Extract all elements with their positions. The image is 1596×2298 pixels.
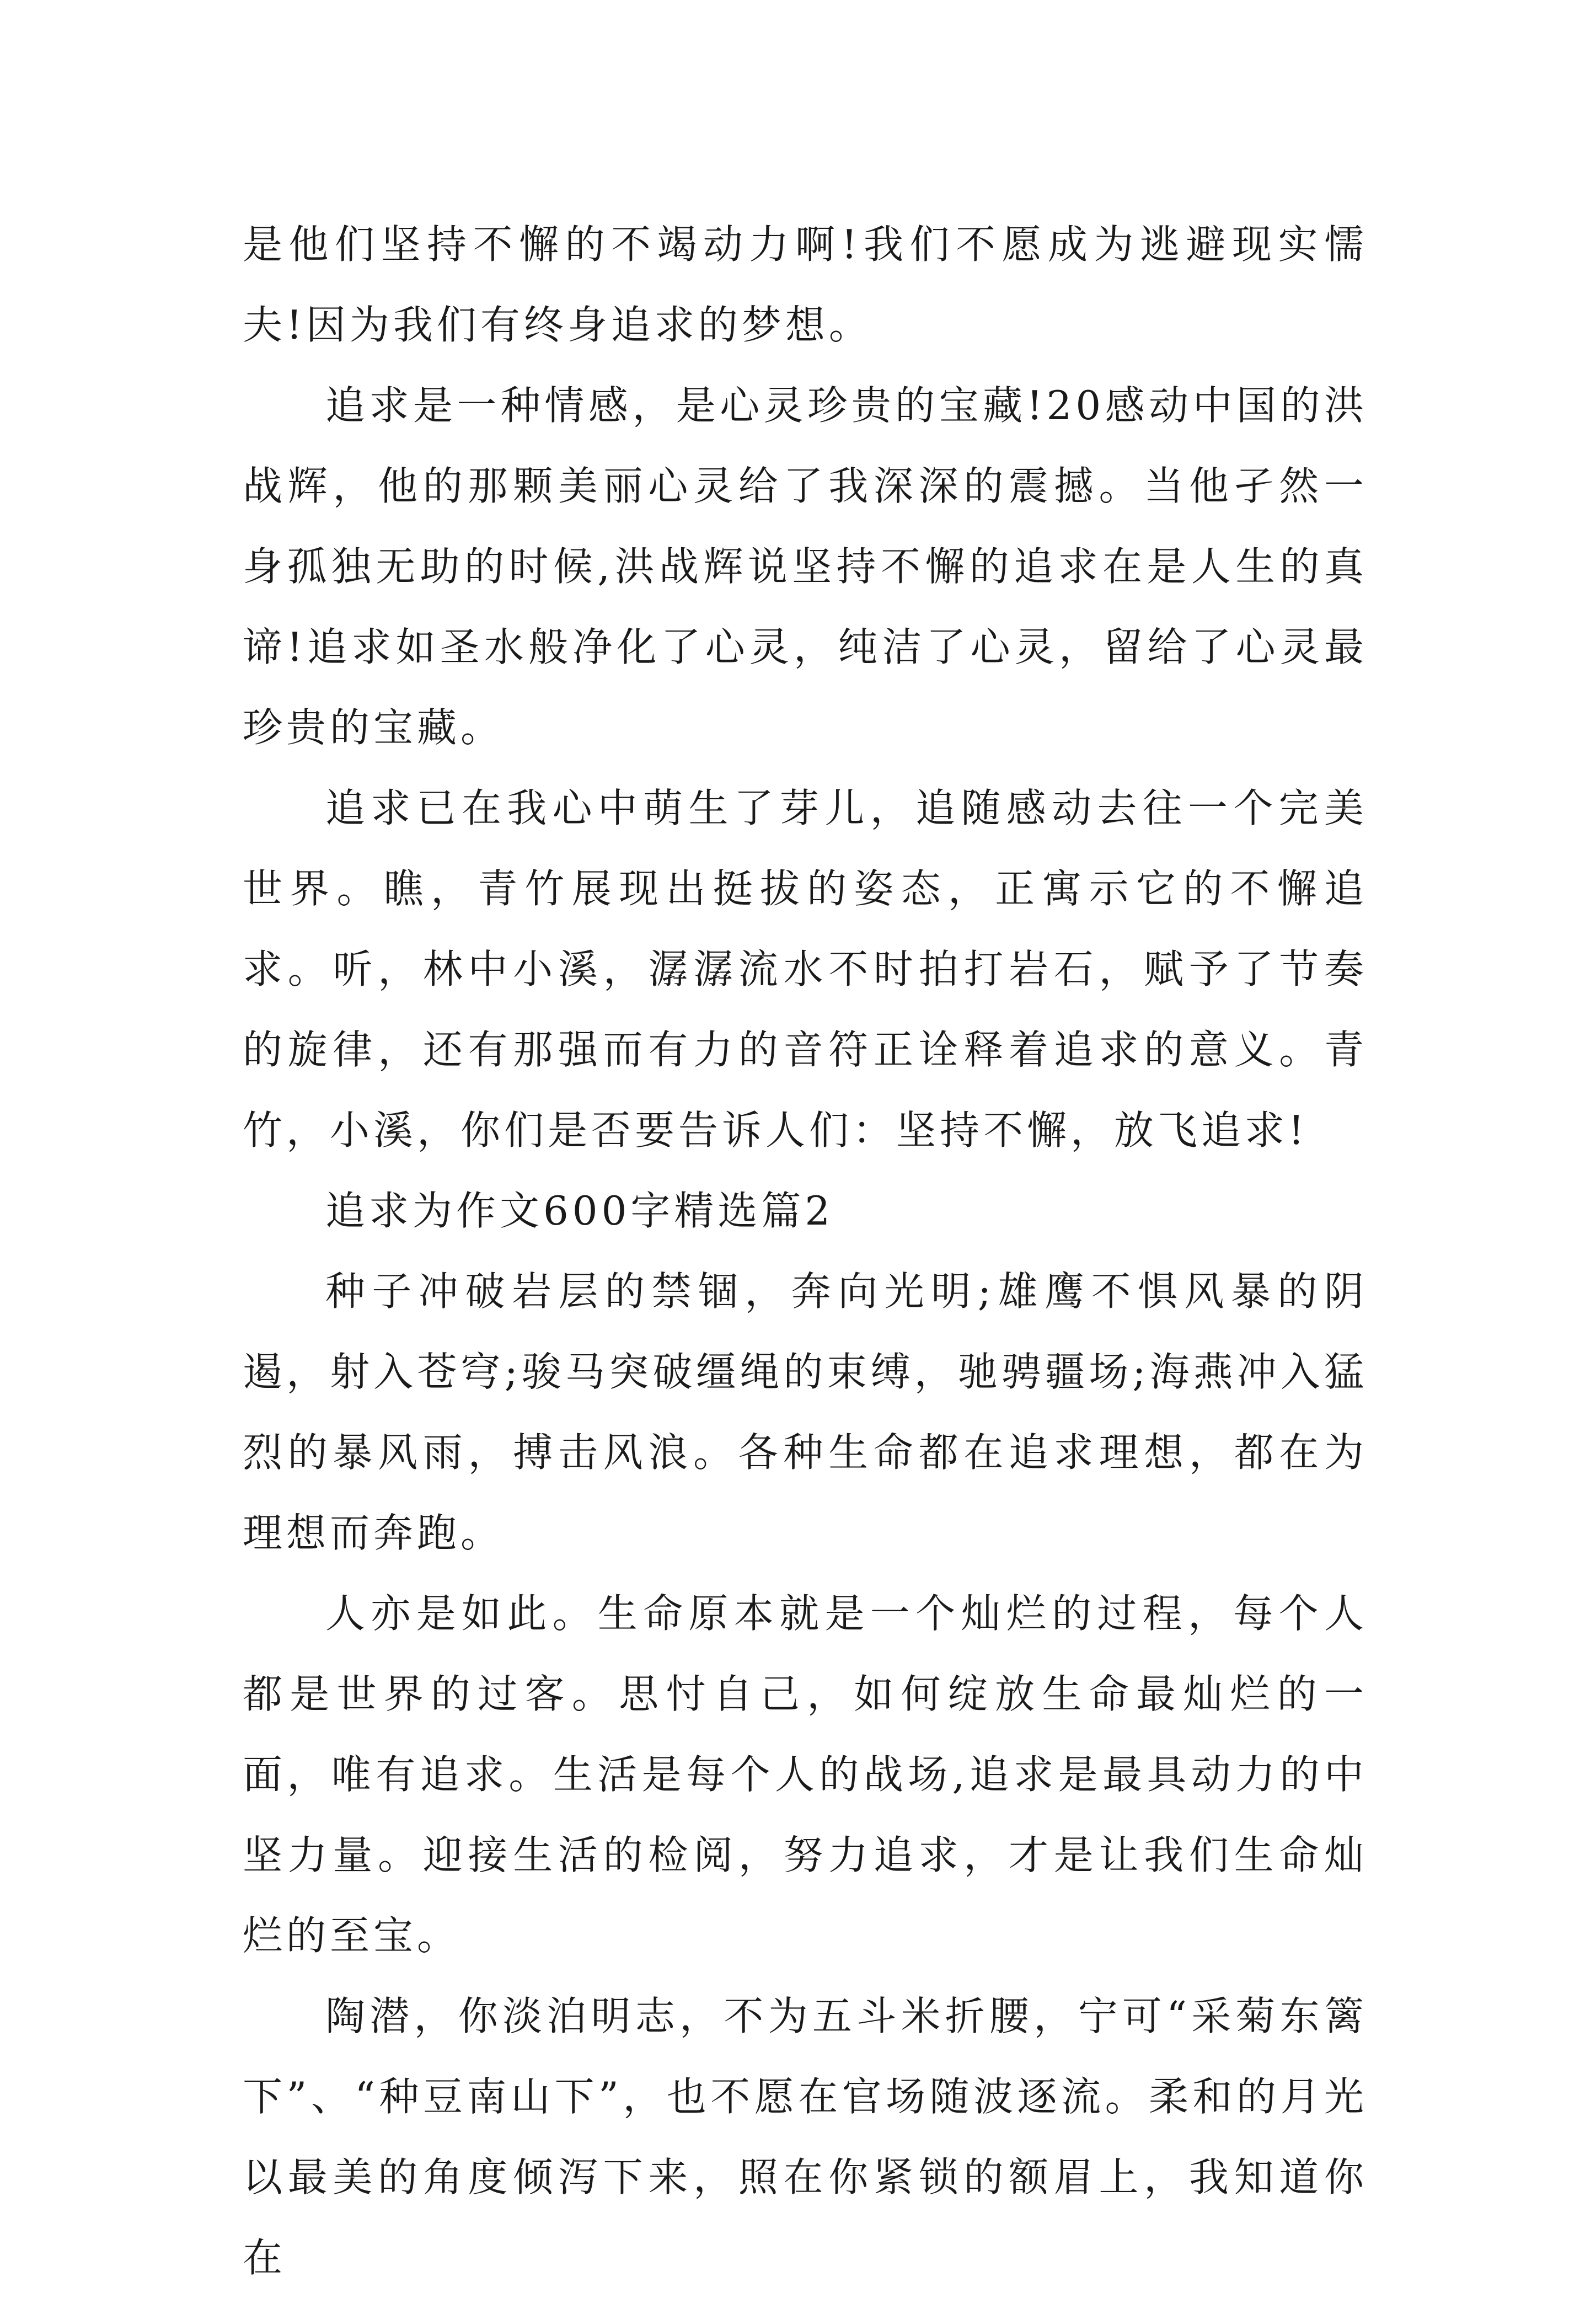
section-heading: 追求为作文600字精选篇2 <box>325 1188 834 1234</box>
paragraph-4: 种子冲破岩层的禁锢，奔向光明;雄鹰不惧风暴的阴遏，射入苍穹;骏马突破缰绳的束缚，驰骋疆场;海燕冲入猛烈的暴风雨，搏击风浪。各种生命都在追求理想，都在为理想而奔跑。 <box>243 1268 1368 1556</box>
paragraph-5: 人亦是如此。生命原本就是一个灿烂的过程，每个人都是世界的过客。思忖自己，如何绽放生命最灿烂的一面，唯有追求。生活是每个人的战场,追求是最具动力的中坚力量。迎接生活的检阅，努力追求，才是让我们生命灿烂的至宝。 <box>243 1590 1368 1959</box>
paragraph-1: 是他们坚持不懈的不竭动力啊!我们不愿成为逃避现实懦夫!因为我们有终身追求的梦想。 <box>243 221 1368 348</box>
paragraph-6: 陶潜，你淡泊明志，不为五斗米折腰，宁可“采菊东篱下”、“种豆南山下”，也不愿在官场随波逐流。柔和的月光以最美的角度倾泻下来，照在你紧锁的额眉上，我知道你在 <box>243 1993 1368 2281</box>
body-text <box>243 204 1368 2298</box>
paragraph-3: 追求已在我心中萌生了芽儿，追随感动去往一个完美世界。瞧，青竹展现出挺拔的姿态，正寓示它的不懈追求。听，林中小溪，潺潺流水不时拍打岩石，赋予了节奏的旋律，还有那强而有力的音符正诠释着追求的意义。青竹，小溪，你们是否要告诉人们：坚持不懈，放飞追求! <box>243 785 1368 1153</box>
paragraph-2: 追求是一种情感，是心灵珍贵的宝藏!20感动中国的洪战辉，他的那颗美丽心灵给了我深深的震撼。当他孑然一身孤独无助的时候,洪战辉说坚持不懈的追求在是人生的真谛!追求如圣水般净化了心灵，纯洁了心灵，留给了心灵最珍贵的宝藏。 <box>243 382 1368 751</box>
